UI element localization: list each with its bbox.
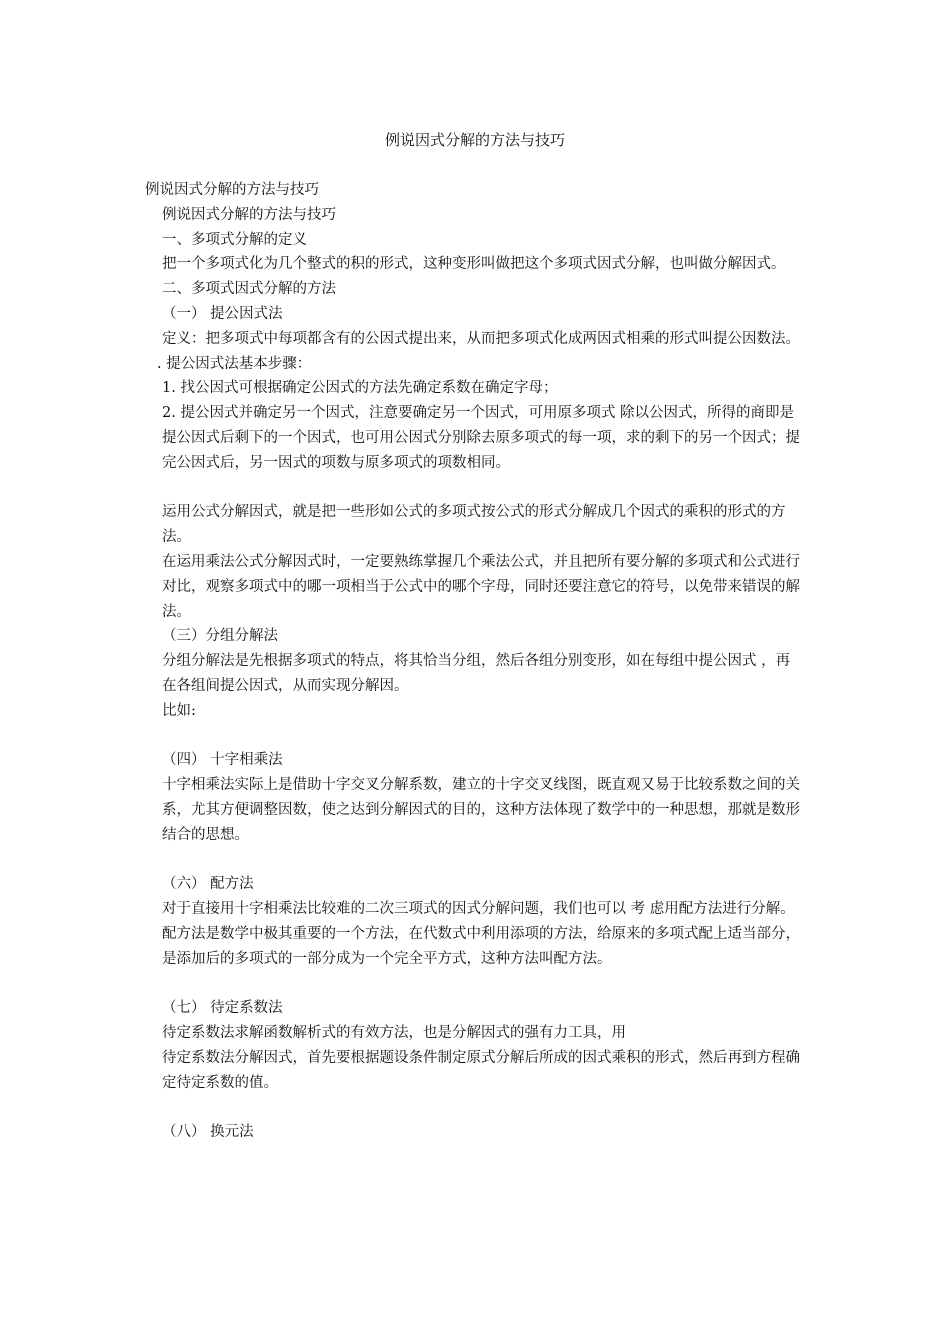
paragraph: 例说因式分解的方法与技巧 [145,182,319,198]
spacer [145,1095,801,1120]
subsection-heading: （三）分组分解法 [162,628,278,645]
paragraph: 待定系数法求解函数解析式的有效方法，也是分解因式的强有力工具，用 [162,1025,626,1042]
paragraph: . 提公因式法基本步骤： [157,355,312,372]
paragraph: 定义：把多项式中每项都含有的公因式提出来，从而把多项式化成两因式相乘的形式叫提公因数法。 [162,330,800,347]
list-item: 2. 提公因式并确定另一个因式，注意要确定另一个因式，可用原多项式 除以公因式，所得的商即是提公因式后剩下的一个因式，也可用公因式分别除去原多项式的每一项，求的剩下的另一个因式；提完公因式后，另一因式的项数与原多项式的项数相同。 [162,405,800,471]
spacer [145,848,801,873]
section-heading: 二、多项式因式分解的方法 [162,281,336,298]
paragraph: 把一个多项式化为几个整式的积的形式，这种变形叫做把这个多项式因式分解，也叫做分解因式。 [162,256,786,273]
paragraph: 待定系数法分解因式，首先要根据题设条件制定原式分解后所成的因式乘积的形式，然后再到方程确定待定系数的值。 [162,1049,800,1091]
subsection-heading: （六） 配方法 [162,876,254,893]
paragraph: 十字相乘法实际上是借助十字交叉分解系数，建立的十字交叉线图，既直观又易于比较系数之间的关系，尤其方便调整因数，使之达到分解因式的目的，这种方法体现了数学中的一种思想，那就是数形结合的思想。 [162,777,800,843]
document-title: 例说因式分解的方法与技巧 [384,131,565,149]
paragraph: 分组分解法是先根据多项式的特点，将其恰当分组，然后各组分别变形，如在每组中提公因式 ，再在各组间提公因式，从而实现分解因。 [162,653,791,694]
subsection-heading: （四） 十字相乘法 [162,752,283,769]
section-heading: 一、多项式分解的定义 [162,231,307,248]
paragraph: 比如: [162,702,196,719]
spacer [145,724,801,749]
subsection-heading: （七） 待定系数法 [162,1000,283,1017]
paragraph: 在运用乘法公式分解因式时，一定要熟练掌握几个乘法公式，并且把所有要分解的多项式和公式进行对比，观察多项式中的哪一项相当于公式中的哪个字母，同时还要注意它的符号，以免带来错误的解法。 [162,553,800,620]
paragraph: 配方法是数学中极其重要的一个方法，在代数式中利用添项的方法，给原来的多项式配上适当部分，是添加后的多项式的一部分成为一个完全平方式，这种方法叫配方法。 [162,925,800,967]
paragraph: 例说因式分解的方法与技巧 [162,206,336,223]
subsection-heading: （一） 提公因式法 [162,305,283,322]
spacer [145,476,801,501]
subsection-heading: （八） 换元法 [162,1124,254,1141]
paragraph: 运用公式分解因式，就是把一些形如公式的多项式按公式的形式分解成几个因式的乘积的形式的方法。 [162,504,786,546]
spacer [145,972,801,997]
paragraph: 对于直接用十字相乘法比较难的二次三项式的因式分解问题，我们也可以 考 虑用配方法进行分解。 [162,901,795,918]
list-item: 1. 找公因式可根据确定公因式的方法先确定系数在确定字母； [162,380,558,397]
document-body [145,178,801,1145]
